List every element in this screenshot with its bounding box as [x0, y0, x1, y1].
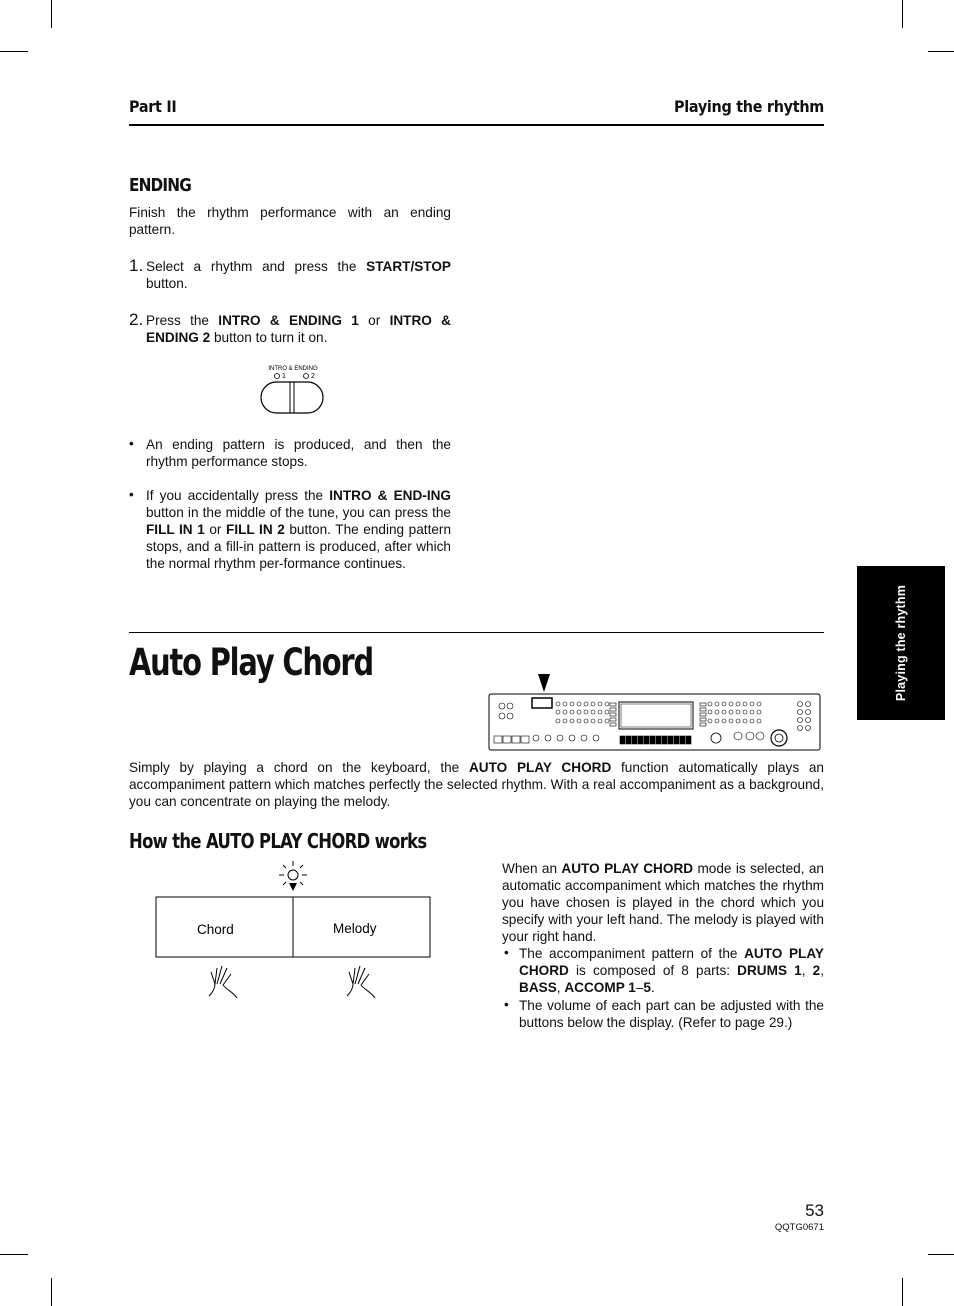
led-2 — [304, 374, 309, 379]
crop-mark — [902, 1278, 903, 1306]
text: mode is selected, an automatic accompaniment which matches the rhythm you have chosen is played in the chord which you specify with your left hand. The melody is played with your right hand. — [502, 861, 824, 944]
crop-mark — [51, 1278, 52, 1306]
text: is composed of 8 parts: — [568, 963, 738, 978]
function-ref: AUTO PLAY CHORD — [561, 861, 694, 876]
auto-play-description — [502, 860, 824, 945]
keyboard-panel-figure — [488, 672, 822, 752]
display-screen — [619, 702, 693, 729]
function-ref: AUTO PLAY CHORD — [468, 760, 612, 775]
text: Select a rhythm and press the — [146, 259, 367, 274]
bullet-dot: • — [129, 487, 134, 502]
crop-mark — [902, 0, 903, 28]
ending-heading: ENDING — [129, 175, 191, 196]
step-1-text — [146, 258, 451, 292]
auto-play-bullet-2: The volume of each part can be adjusted with the buttons below the display. (Refer to page 29.) — [519, 998, 824, 1030]
document-code: QQTG0671 — [774, 1222, 824, 1233]
text: button. — [146, 276, 188, 291]
ending-bullet-2 — [146, 487, 451, 572]
text: The accompaniment pattern of the — [519, 946, 745, 961]
part-ref: 2 — [812, 963, 821, 978]
step-2-text — [146, 312, 451, 346]
chord-label: Chord — [197, 922, 234, 937]
crop-mark — [51, 0, 52, 28]
text: Simply by playing a chord on the keyboard, the — [129, 760, 469, 775]
function-ref: AUTO PLAY CHORD — [519, 946, 824, 978]
chord-melody-diagram — [150, 858, 440, 1008]
text: or — [358, 313, 390, 328]
part-ref: BASS — [519, 980, 557, 995]
button-ref: FILL IN 1 — [146, 522, 205, 537]
part-ref: DRUMS 1 — [737, 963, 802, 978]
text: , — [820, 963, 825, 978]
bullet-dot: • — [504, 945, 509, 960]
button-ref: START/STOP — [366, 259, 451, 274]
bullet-dot: • — [504, 997, 509, 1012]
text: button to turn it on. — [210, 330, 328, 345]
left-hand-icon — [209, 966, 237, 998]
button-ref: INTRO & ENDING 2 — [146, 313, 451, 345]
section-rule — [129, 632, 824, 633]
crop-mark — [0, 1254, 28, 1255]
text: – — [635, 980, 644, 995]
text: , — [801, 963, 813, 978]
side-tab-label: Playing the rhythm — [894, 584, 908, 702]
intro-ending-button-figure — [258, 362, 328, 416]
part-ref: ACCOMP 1 — [564, 980, 636, 995]
auto-play-chord-heading: Auto Play Chord — [129, 641, 373, 684]
button-pair — [261, 382, 323, 413]
pointer-arrow-icon — [538, 674, 550, 692]
bullet-dot: • — [129, 436, 134, 451]
crop-mark — [928, 51, 954, 52]
melody-label: Melody — [333, 921, 377, 936]
down-arrow-icon — [289, 883, 297, 891]
step-number: 2. — [129, 310, 144, 329]
header-section: Playing the rhythm — [674, 97, 824, 116]
intro-ending-label: INTRO & ENDING — [268, 366, 318, 372]
light-icon — [279, 861, 307, 885]
text: function automatically plays an accompaniment pattern which matches perfectly the selected rhythm. With a real accompaniment as a background, you can concentrate on playing the melody. — [129, 760, 824, 809]
led-2-label: 2 — [311, 373, 315, 380]
header-rule — [129, 124, 824, 126]
ending-bullet-1: An ending pattern is produced, and then the rhythm performance stops. — [146, 437, 451, 469]
text: . — [650, 980, 655, 995]
led-1-label: 1 — [282, 373, 286, 380]
right-hand-icon — [347, 966, 375, 998]
crop-mark — [928, 1254, 954, 1255]
text: or — [204, 522, 227, 537]
page-number: 53 — [805, 1201, 824, 1220]
button-ref: INTRO & END-ING — [329, 488, 451, 503]
text: , — [556, 980, 565, 995]
part-ref: 5 — [643, 980, 651, 995]
step-number: 1. — [129, 256, 144, 275]
text: If you accidentally press the — [146, 488, 330, 503]
led-1 — [275, 374, 280, 379]
header-part: Part II — [129, 97, 177, 116]
side-tab — [857, 566, 945, 720]
text: button. The ending pattern stops, and a fill-in pattern is produced, after which the normal rhythm per-formance continues. — [146, 522, 451, 571]
crop-mark — [0, 51, 28, 52]
how-it-works-heading: How the AUTO PLAY CHORD works — [129, 829, 427, 853]
text: button in the middle of the tune, you can press the — [146, 505, 451, 520]
ending-intro: Finish the rhythm performance with an ending pattern. — [129, 205, 451, 237]
auto-play-bullet-1 — [519, 945, 824, 996]
button-ref: FILL IN 2 — [226, 522, 285, 537]
button-ref: INTRO & ENDING 1 — [218, 313, 359, 328]
auto-play-intro — [129, 759, 824, 810]
text: When an — [502, 861, 562, 876]
text: Press the — [146, 313, 219, 328]
